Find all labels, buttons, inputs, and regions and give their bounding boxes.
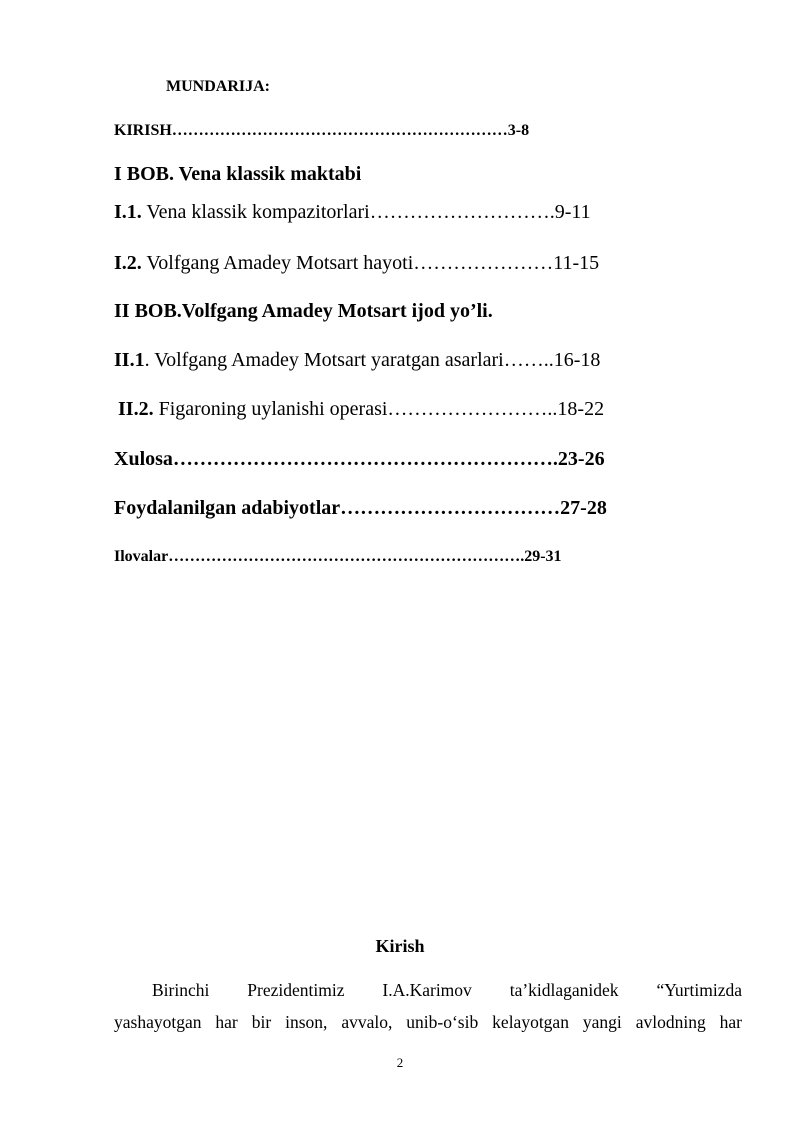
toc-entry-adabiyotlar: Foydalanilgan adabiyotlar……………………………27-28 <box>114 497 607 519</box>
toc-entry-2-1 <box>114 349 600 372</box>
toc-entry-1-1-number: I.1. <box>114 201 142 223</box>
section-title-kirish: Kirish <box>375 936 425 956</box>
toc-entry-2-1-number: II.1 <box>114 349 145 371</box>
toc-entry-1-1-text: Vena klassik kompazitorlari……………………….9-11 <box>141 201 591 223</box>
paragraph-line-1: Birinchi Prezidentimiz I.A.Karimov ta’kidlaganidek “Yurtimizda <box>152 980 742 1000</box>
toc-entry-1-2 <box>114 252 599 275</box>
paragraph-line-2: yashayotgan har bir inson, avvalo, unib-o‘sib kelayotgan yangi avlodning har <box>114 1012 742 1032</box>
toc-chapter-2: II BOB.Volfgang Amadey Motsart ijod yo’li. <box>114 300 493 322</box>
page-number: 2 <box>396 1055 404 1070</box>
toc-entry-ilovalar: Ilovalar………………………………………………………….29-31 <box>114 548 562 565</box>
toc-entry-xulosa: Xulosa………………………………………………….23-26 <box>114 448 605 470</box>
toc-entry-1-2-text: Volfgang Amadey Motsart hayoti…………………11-15 <box>141 252 600 274</box>
toc-entry-kirish: KIRISH………………………………………………………3-8 <box>114 122 530 139</box>
toc-entry-2-2-text: Figaroning uylanishi operasi……………………..18-22 <box>153 398 605 420</box>
toc-entry-1-1 <box>114 201 591 224</box>
toc-heading: MUNDARIJA: <box>166 78 270 95</box>
toc-entry-2-1-text: . Volfgang Amadey Motsart yaratgan asarlari……..16-18 <box>144 349 601 371</box>
toc-entry-2-2 <box>118 398 604 421</box>
toc-entry-1-2-number: I.2. <box>114 252 142 274</box>
toc-chapter-1: I BOB. Vena klassik maktabi <box>114 163 362 185</box>
toc-entry-2-2-number: II.2. <box>118 398 154 420</box>
